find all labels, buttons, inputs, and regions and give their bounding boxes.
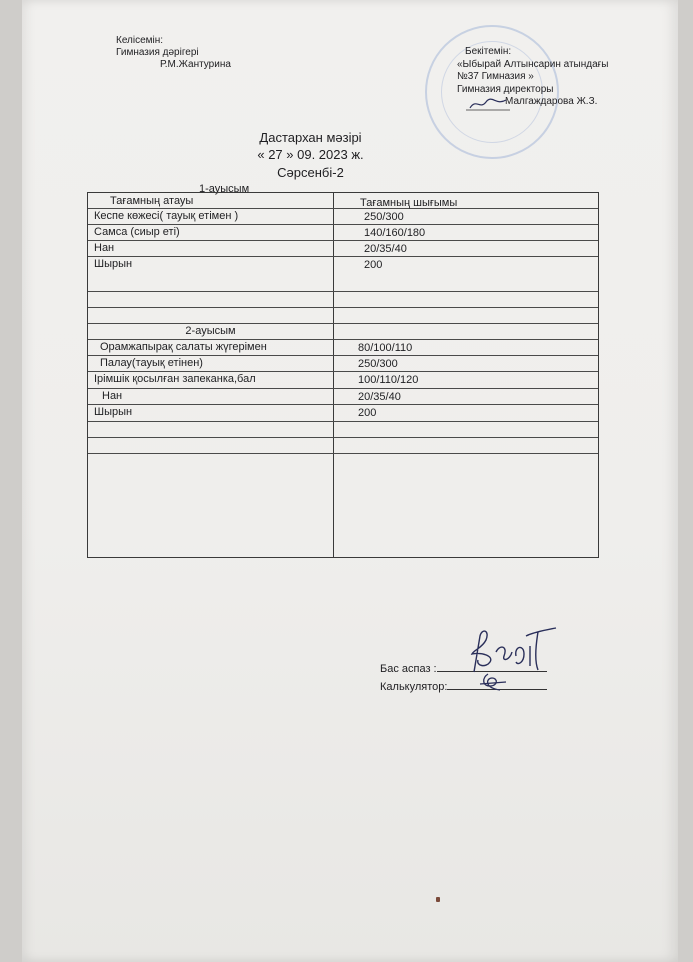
approval-right-name: Малгаждарова Ж.З. [505,96,598,107]
table-row-empty [88,421,598,438]
table-row [88,256,598,292]
dish-portion: 250/300 [358,358,398,370]
dish-name: Шырын [94,406,133,418]
dish-name: Кеспе көжесі( тауық етімен ) [94,210,239,222]
approval-left-position: Гимназия дәрігері [116,47,199,58]
table-row-empty [88,307,598,324]
dish-name: Орамжапырақ салаты жүгерімен [100,341,267,353]
chef-signature-icon [460,622,560,676]
menu-date: « 27 » 09. 2023 ж. [257,147,364,162]
calculator-signature-icon [478,670,508,692]
col-header-portion: Тағамның шығымы [360,197,458,209]
table-row [88,208,598,225]
approval-left-title: Келісемін: [116,35,164,46]
table-row [88,240,598,257]
approval-left-name-line [116,59,231,71]
table-row [88,404,598,422]
calculator-signature-line [380,679,547,693]
table-row [88,224,598,241]
table-header-row [88,193,598,209]
shift1-label: 1-ауысым [199,183,250,195]
dish-name: Нан [102,390,123,402]
dish-name: Палау(тауық етінен) [100,357,203,369]
table-row-empty [88,437,598,454]
approval-left-block [116,35,231,71]
dish-portion: 200 [358,407,377,419]
dish-portion: 140/160/180 [364,227,426,239]
table-row [88,371,598,389]
approval-right-title: Бекітемін: [465,46,512,57]
col-header-name: Тағамның атауы [110,195,194,207]
calculator-label: Калькулятор: [380,681,448,693]
director-signature-icon [466,96,510,112]
dish-name: Ірімшік қосылған запеканка,бал [94,373,256,385]
menu-day: Сәрсенбі-2 [277,165,344,180]
dish-name: Самса (сиыр еті) [94,226,180,238]
shift2-label: 2-ауысым [185,325,236,337]
approval-right-line1: «Ыбырай Алтынсарин атындағы [457,58,609,70]
dish-portion: 20/35/40 [364,243,407,255]
table-row [88,388,598,405]
menu-title: Дастархан мәзірі [259,130,362,145]
table-row-empty [88,291,598,308]
ink-dot [436,897,440,902]
menu-table [87,192,599,558]
dish-portion: 250/300 [364,211,404,223]
chef-label: Бас аспаз : [380,663,437,675]
approval-left-name: Р.М.Жантурина [160,59,231,70]
table-row [88,355,598,372]
table-row [88,339,598,356]
dish-name: Шырын [94,258,133,270]
dish-portion: 100/110/120 [358,374,419,386]
approval-right-line2: №37 Гимназия » [457,71,534,82]
approval-right-line3: Гимназия директоры [457,83,554,95]
dish-name: Нан [94,242,115,254]
dish-portion: 80/100/110 [358,342,413,354]
dish-portion: 20/35/40 [358,391,401,403]
shift2-label-row [88,323,598,340]
dish-portion: 200 [364,259,383,271]
